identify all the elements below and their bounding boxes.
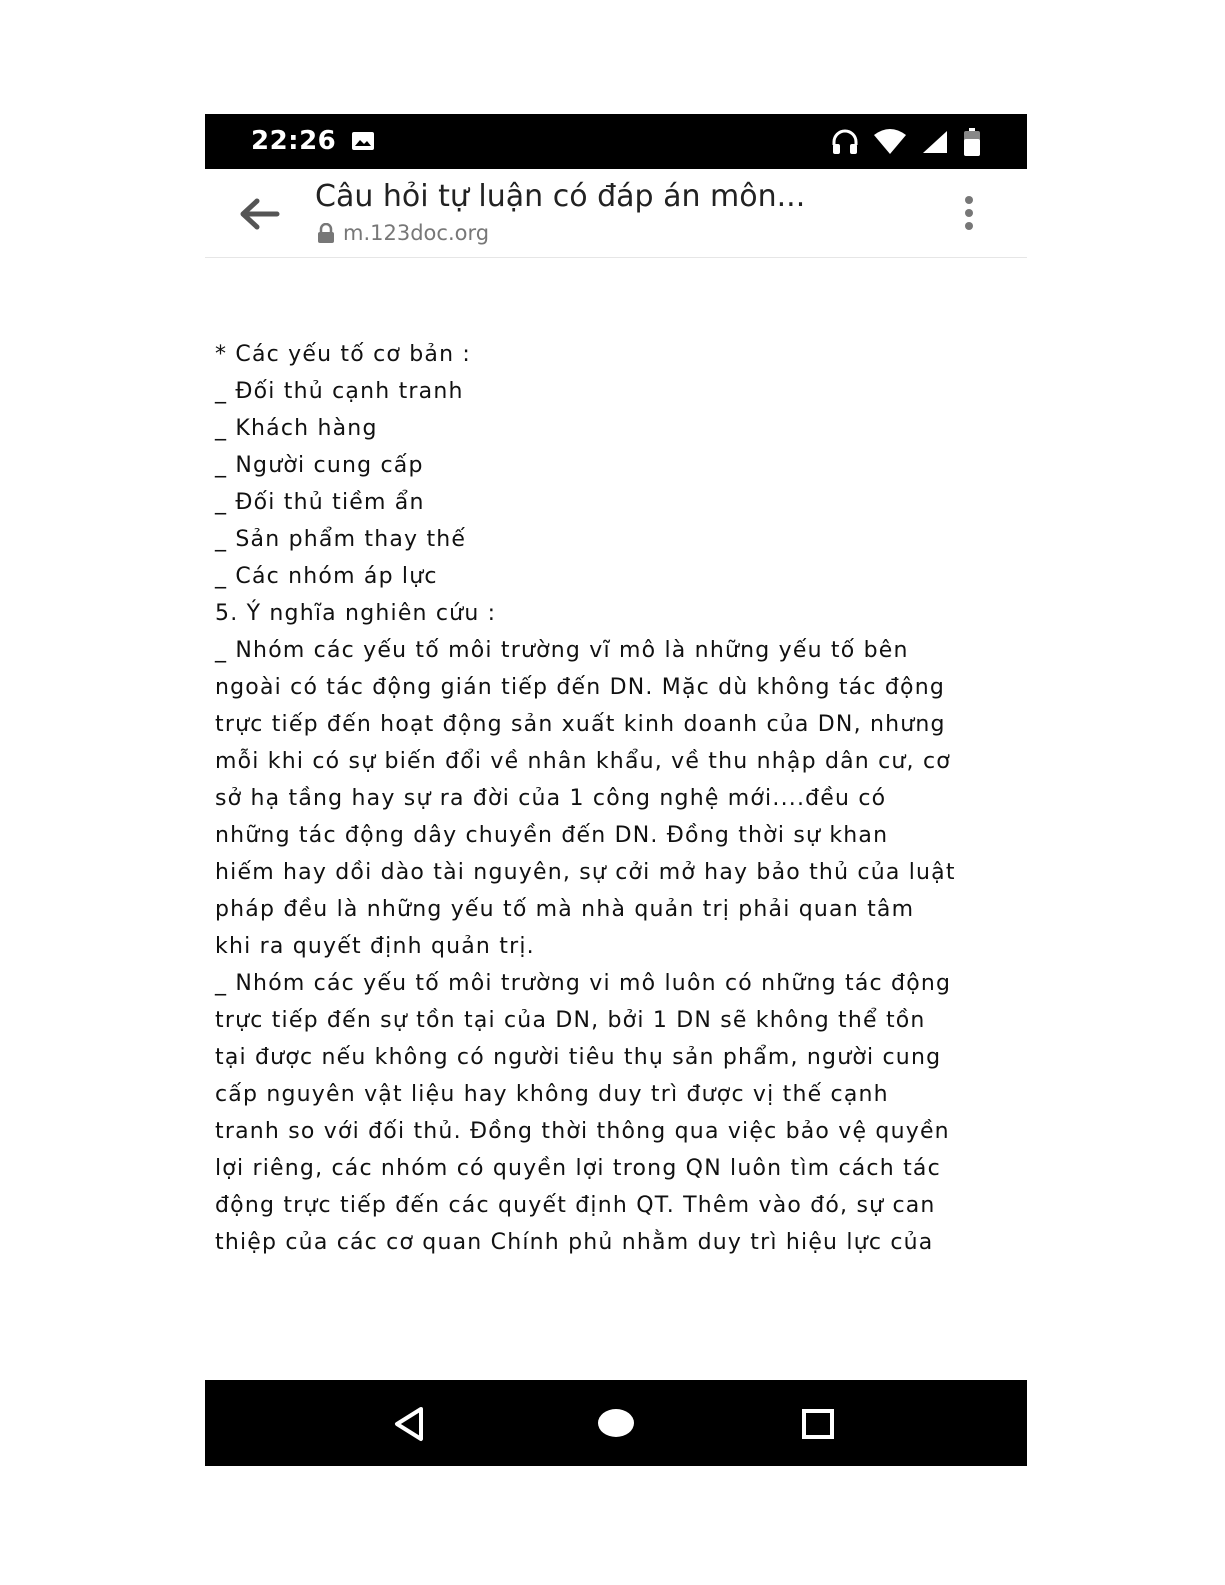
lock-icon xyxy=(317,223,335,243)
text-line: động trực tiếp đến các quyết định QT. Thêm vào đó, sự can xyxy=(215,1193,936,1218)
text-line: trực tiếp đến hoạt động sản xuất kinh doanh của DN, nhưng xyxy=(215,712,946,737)
browser-toolbar xyxy=(205,169,1027,258)
list-item: _ Sản phẩm thay thế xyxy=(215,527,467,552)
back-arrow-icon[interactable] xyxy=(237,195,281,233)
back-triangle-icon[interactable] xyxy=(391,1404,427,1444)
signal-icon xyxy=(921,129,949,155)
phone-screen xyxy=(205,114,1027,1466)
text-line: tranh so với đối thủ. Đồng thời thông qua việc bảo vệ quyền xyxy=(215,1119,950,1144)
text-line: mỗi khi có sự biến đổi về nhân khẩu, về thu nhập dân cư, cơ xyxy=(215,749,951,774)
list-item: _ Các nhóm áp lực xyxy=(215,564,438,589)
document-content xyxy=(215,336,1020,1261)
text-line: lợi riêng, các nhóm có quyền lợi trong QN luôn tìm cách tác xyxy=(215,1156,941,1181)
status-bar xyxy=(205,114,1027,169)
text-line: _ Nhóm các yếu tố môi trường vĩ mô là những yếu tố bên xyxy=(215,638,909,663)
text-line: khi ra quyết định quản trị. xyxy=(215,934,535,959)
headphones-icon xyxy=(831,129,859,155)
text-line: _ Nhóm các yếu tố môi trường vi mô luôn có những tác động xyxy=(215,971,952,996)
text-line: tại được nếu không có người tiêu thụ sản phẩm, người cung xyxy=(215,1045,942,1070)
list-item: _ Đối thủ cạnh tranh xyxy=(215,379,464,404)
section-heading: 5. Ý nghĩa nghiên cứu : xyxy=(215,601,497,626)
text-line: hiếm hay dồi dào tài nguyên, sự cởi mở hay bảo thủ của luật xyxy=(215,860,956,885)
url-display[interactable] xyxy=(317,221,489,245)
text-line: những tác động dây chuyền đến DN. Đồng thời sự khan xyxy=(215,823,889,848)
battery-icon xyxy=(963,128,981,156)
more-options-icon[interactable] xyxy=(959,195,979,231)
gallery-icon xyxy=(351,131,375,151)
text-line: ngoài có tác động gián tiếp đến DN. Mặc dù không tác động xyxy=(215,675,946,700)
home-circle-icon[interactable] xyxy=(597,1408,635,1438)
wifi-icon xyxy=(873,129,907,155)
list-item: _ Người cung cấp xyxy=(215,453,424,478)
text-line: sở hạ tầng hay sự ra đời của 1 công nghệ mới....đều có xyxy=(215,786,887,811)
paragraph-micro-environment xyxy=(215,965,1020,1261)
list-item: _ Đối thủ tiềm ẩn xyxy=(215,490,425,515)
recent-apps-square-icon[interactable] xyxy=(801,1408,835,1442)
status-icons xyxy=(831,127,981,157)
text-line: cấp nguyên vật liệu hay không duy trì được vị thế cạnh xyxy=(215,1082,889,1107)
text-line: trực tiếp đến sự tồn tại của DN, bởi 1 DN sẽ không thể tồn xyxy=(215,1008,926,1033)
status-time: 22:26 xyxy=(251,126,337,156)
paragraph-macro-environment xyxy=(215,632,1020,965)
url-text: m.123doc.org xyxy=(343,221,490,245)
page-title: Câu hỏi tự luận có đáp án môn... xyxy=(315,179,806,214)
list-heading: * Các yếu tố cơ bản : xyxy=(215,342,472,367)
text-line: pháp đều là những yếu tố mà nhà quản trị phải quan tâm xyxy=(215,897,915,922)
navigation-bar xyxy=(205,1380,1027,1466)
text-line: thiệp của các cơ quan Chính phủ nhằm duy trì hiệu lực của xyxy=(215,1230,934,1255)
list-item: _ Khách hàng xyxy=(215,416,378,441)
